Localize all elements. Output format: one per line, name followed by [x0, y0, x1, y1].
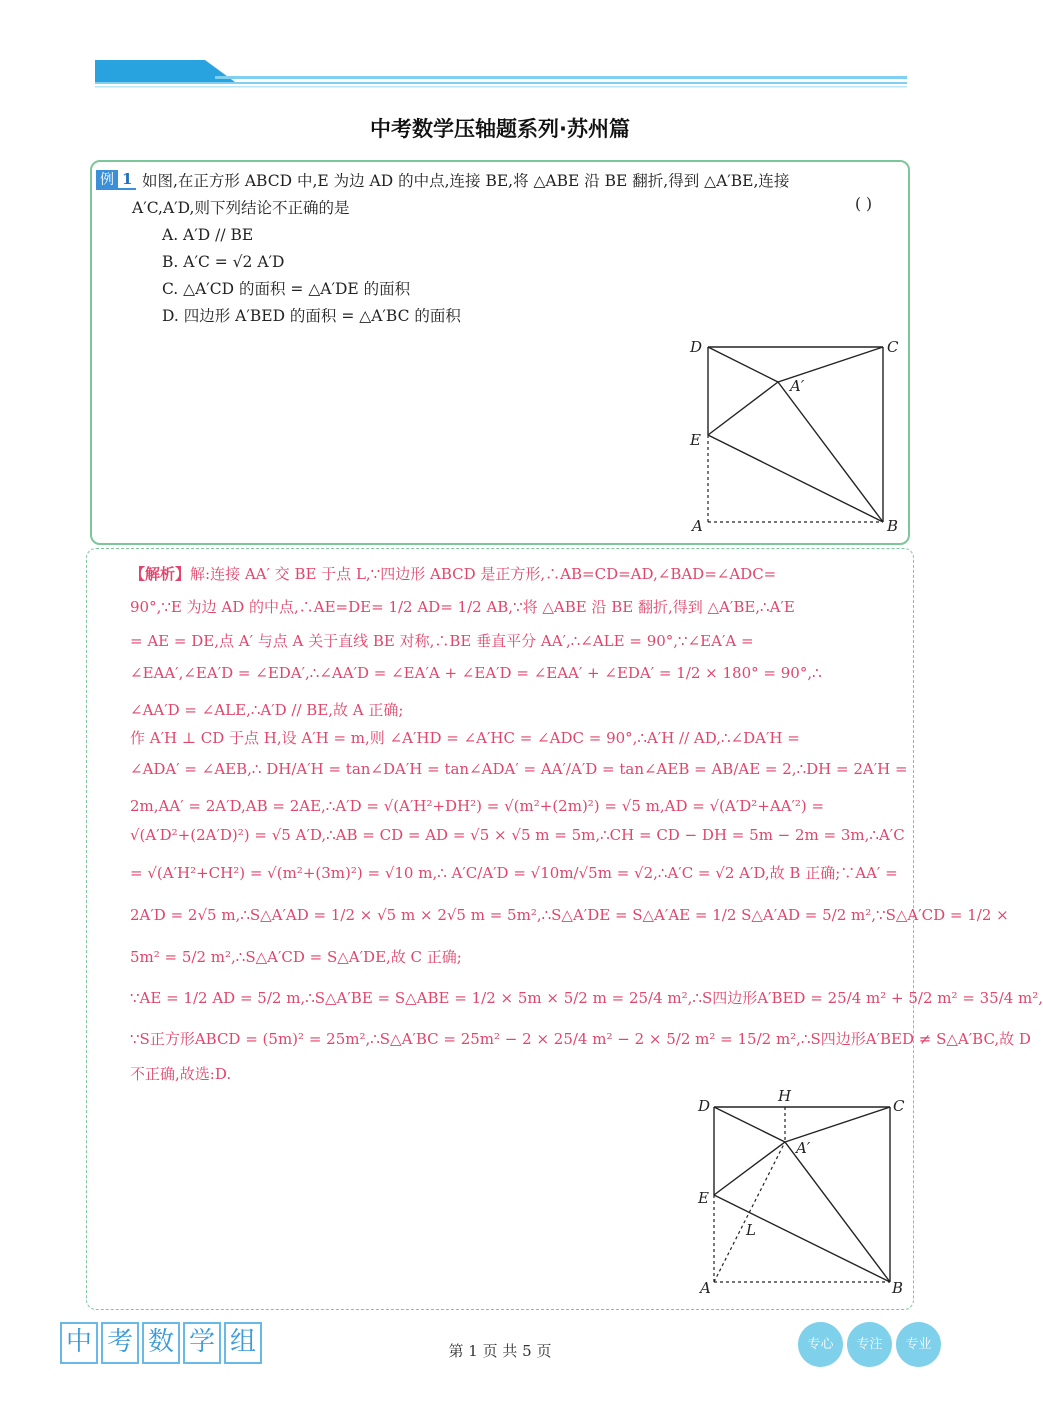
solution-line-2: 90°,∵E 为边 AD 的中点,∴AE=DE= 1/2 AD= 1/2 AB,∵将 △ABE 沿 BE 翻折,得到 △A′BE,∴A′E: [130, 598, 795, 616]
solution-heading: 【解析】: [130, 565, 191, 583]
sol-line-da1: [714, 1107, 785, 1142]
fig-label-c: C: [887, 338, 899, 356]
option-a: A. A′D // BE: [162, 226, 254, 244]
solution-line-5: ∠AA′D = ∠ALE,∴A′D // BE,故 A 正确;: [130, 701, 404, 719]
answer-paren: ( ): [855, 195, 873, 213]
solution-line-3: = AE = DE,点 A′ 与点 A 关于直线 BE 对称,∴BE 垂直平分 AA′,∴∠ALE = 90°,∵∠EA′A =: [130, 632, 754, 650]
sol-label-a1: A′: [796, 1139, 811, 1157]
solution-line-12: 5m² = 5/2 m²,∴S△A′CD = S△A′DE,故 C 正确;: [130, 948, 462, 966]
solution-line-10: = √(A′H²+CH²) = √(m²+(3m)²) = √10 m,∴ A′C/A′D = √10m/√5m = √2,∴A′C = √2 A′D,故 B 正确;∵AA′ =: [130, 864, 898, 882]
fig-line-da1: [708, 347, 778, 382]
fig-label-d: D: [690, 338, 703, 356]
sol-line-eb: [714, 1195, 890, 1282]
fig-label-e: E: [690, 431, 701, 449]
footer-badges: [798, 1322, 945, 1367]
question-tag-label: 例: [96, 170, 118, 190]
sol-line-aa1-dashed: [714, 1142, 785, 1282]
fig-label-b: B: [887, 517, 899, 535]
sol-line-a1b: [785, 1142, 890, 1282]
question-text-line2: A′C,A′D,则下列结论不正确的是: [132, 199, 350, 217]
sol-label-h: H: [778, 1087, 792, 1105]
sol-label-c: C: [893, 1097, 905, 1115]
badge-2: 专注: [847, 1322, 892, 1367]
solution-line-11: 2A′D = 2√5 m,∴S△A′AD = 1/2 × √5 m × 2√5 m = 5m²,∴S△A′DE = S△A′AE = 1/2 S△A′AD = 5/2 m²,∵S△A′CD = 1/2 ×: [130, 906, 1009, 924]
question-tag: [96, 170, 136, 190]
option-d: D. 四边形 A′BED 的面积 = △A′BC 的面积: [162, 307, 461, 325]
fig-label-a: A: [692, 517, 703, 535]
sol-label-e: E: [698, 1189, 709, 1207]
solution-line-9: √(A′D²+(2A′D)²) = √5 A′D,∴AB = CD = AD = √5 × √5 m = 5m,∴CH = CD − DH = 5m − 2m = 3m,∴A′C: [130, 826, 905, 844]
sol-line-a1c: [785, 1107, 890, 1142]
fig-line-a1b: [778, 382, 883, 522]
solution-line-6: 作 A′H ⊥ CD 于点 H,设 A′H = m,则 ∠A′HD = ∠A′HC = ∠ADC = 90°,∴A′H // AD,∴∠DA′H =: [130, 729, 800, 747]
logo-char-5: 组: [224, 1322, 262, 1364]
solution-line-15: 不正确,故选:D.: [130, 1065, 232, 1083]
page-title: 中考数学压轴题系列·苏州篇: [370, 117, 630, 141]
solution-line-13: ∵AE = 1/2 AD = 5/2 m,∴S△A′BE = S△ABE = 1/2 × 5m × 5/2 m = 25/4 m²,∴S四边形A′BED = 25/4 m² + 5/2 m² = 35/4 m²,: [130, 989, 1043, 1007]
fig-line-ea1: [708, 382, 778, 435]
option-c: C. △A′CD 的面积 = △A′DE 的面积: [162, 280, 411, 298]
solution-line-7: ∠ADA′ = ∠AEB,∴ DH/A′H = tan∠DA′H = tan∠ADA′ = AA′/A′D = tan∠AEB = AB/AE = 2,∴DH = 2A′H =: [130, 760, 908, 778]
fig-label-a1: A′: [790, 377, 805, 395]
header-decor-bar: [95, 58, 907, 90]
solution-line-1: [130, 563, 908, 584]
sol-label-d: D: [698, 1097, 711, 1115]
question-text-line1: 如图,在正方形 ABCD 中,E 为边 AD 的中点,连接 BE,将 △ABE 沿 BE 翻折,得到 △A′BE,连接: [142, 172, 790, 190]
badge-1: 专心: [798, 1322, 843, 1367]
fig-line-eb: [708, 435, 883, 522]
solution-line-4: ∠EAA′,∠EA′D = ∠EDA′,∴∠AA′D = ∠EA′A + ∠EA′D = ∠EAA′ + ∠EDA′ = 1/2 × 180° = 90°,∴: [130, 664, 822, 682]
badge-3: 专业: [896, 1322, 941, 1367]
question-number: 1: [118, 170, 136, 190]
solution-figure: [690, 1085, 915, 1305]
page-number: 第 1 页 共 5 页: [448, 1342, 552, 1360]
logo-char-2: 考: [101, 1322, 139, 1364]
sol-label-l: L: [746, 1221, 756, 1239]
sol-line-ea1: [714, 1142, 785, 1195]
solution-text: 解:连接 AA′ 交 BE 于点 L,∵四边形 ABCD 是正方形,∴AB=CD=AD,∠BAD=∠ADC=: [190, 565, 777, 583]
question-figure: [680, 335, 910, 540]
logo-char-1: 中: [60, 1322, 98, 1364]
solution-line-8: 2m,AA′ = 2A′D,AB = 2AE,∴A′D = √(A′H²+DH²) = √(m²+(2m)²) = √5 m,AD = √(A′D²+AA′²) =: [130, 797, 825, 815]
logo-char-4: 学: [183, 1322, 221, 1364]
option-b: B. A′C = √2 A′D: [162, 253, 285, 271]
sol-label-a: A: [700, 1279, 711, 1297]
sol-label-b: B: [892, 1279, 904, 1297]
solution-line-14: ∵S正方形ABCD = (5m)² = 25m²,∴S△A′BC = 25m² − 2 × 25/4 m² − 2 × 5/2 m² = 15/2 m²,∴S四边形A′BED ≠ S△A′BC,故 D: [130, 1030, 1031, 1048]
logo-char-3: 数: [142, 1322, 180, 1364]
